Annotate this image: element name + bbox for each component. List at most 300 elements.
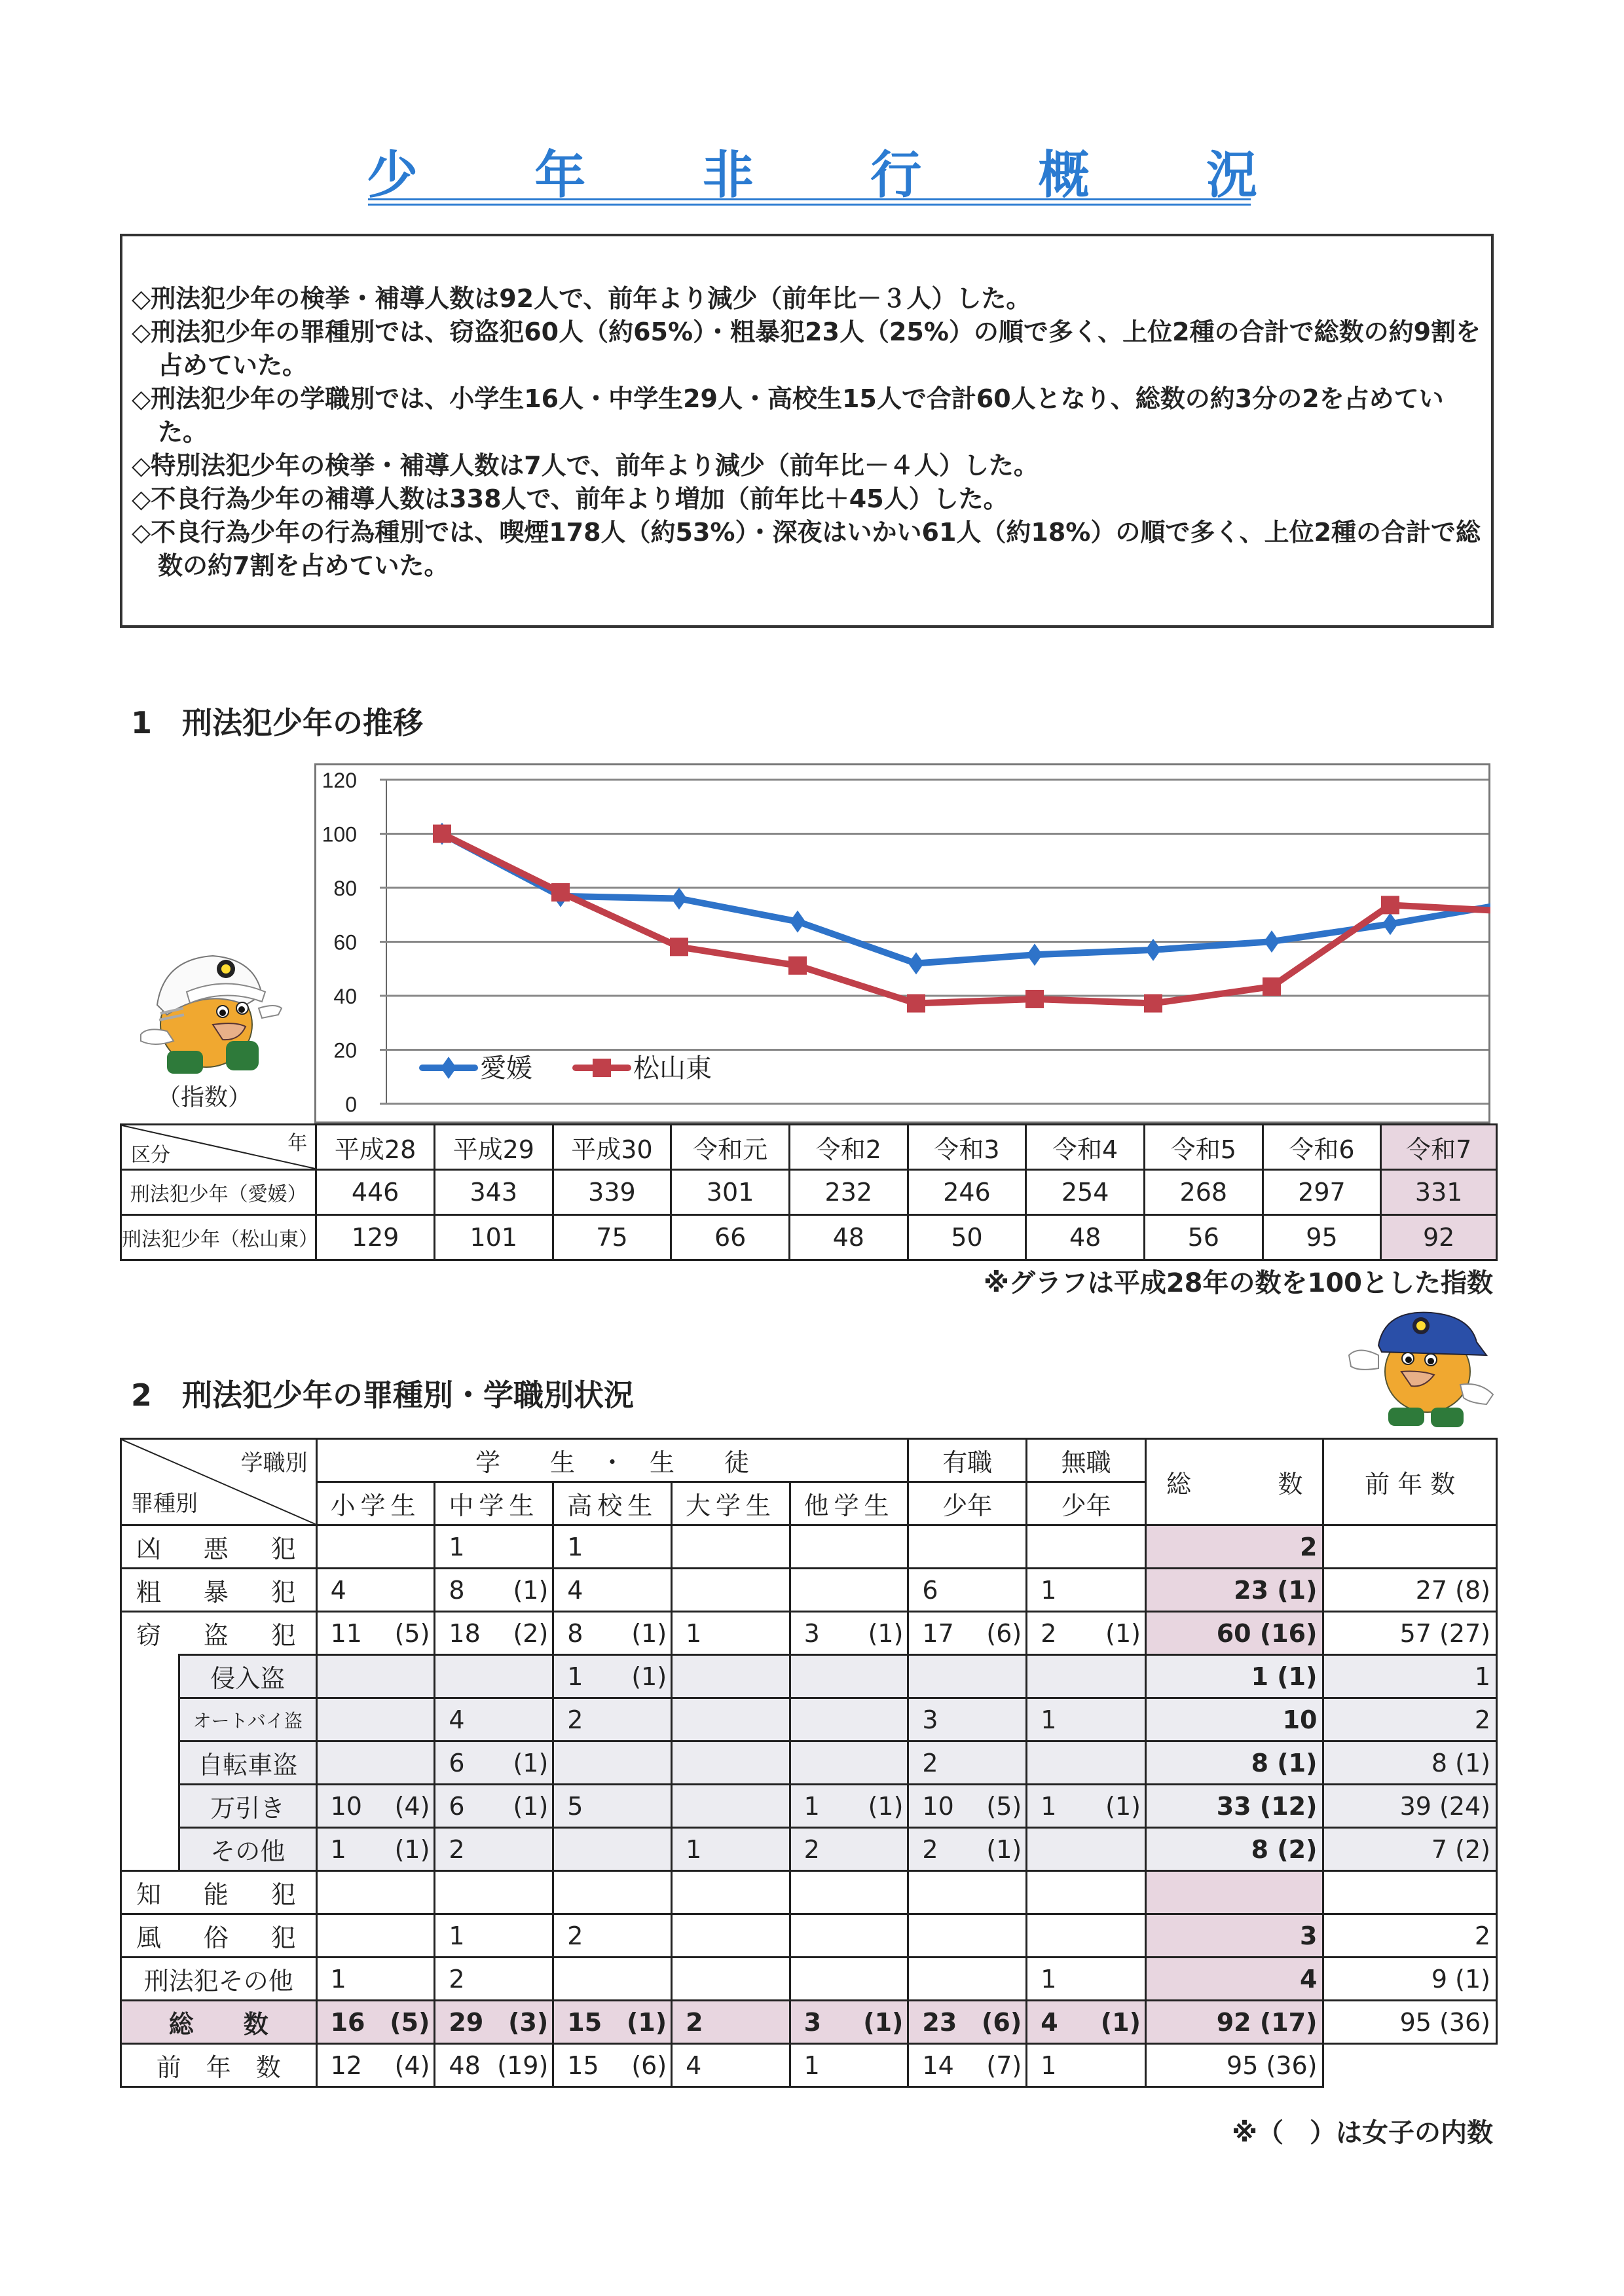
count: 12 — [330, 2050, 362, 2080]
prev-year-cell-value: 1 — [1474, 1662, 1490, 1691]
employed-header-top — [908, 1439, 1027, 1482]
prev-year-cell — [1323, 1525, 1497, 1569]
prev-year-cell-value: 2 — [1474, 1921, 1490, 1950]
table-cell: 129 — [316, 1215, 435, 1260]
year-header: 令和4 — [1026, 1125, 1145, 1170]
table-header-row — [121, 1125, 1497, 1170]
count: 18 — [449, 1618, 481, 1648]
table-cell — [790, 1958, 908, 2001]
juvenile-trend-table — [120, 1123, 1498, 1261]
year-header: 令和6 — [1263, 1125, 1381, 1170]
table-cell — [790, 1785, 908, 1828]
row-label-char: 風 — [136, 1923, 162, 1952]
row-label: オートバイ盗 — [179, 1698, 316, 1741]
table-cell — [790, 1525, 908, 1569]
female-count-note: ※（ ）は女子の内数 — [1232, 2118, 1493, 2148]
summary-item: ◇刑法犯少年の学職別では、小学生16人・中学生29人・高校生15人で合計60人となり、総数の約3分の2を占めていた。 — [132, 384, 1444, 446]
series-愛媛 — [434, 823, 1490, 975]
table-cell — [435, 1569, 553, 1612]
female-count: (1) — [513, 1575, 549, 1605]
table-cell — [553, 1525, 672, 1569]
total-cell-value: 8 (1) — [1251, 1748, 1318, 1777]
table-cell — [435, 1655, 553, 1698]
corner-occupation-label: 学職別 — [240, 1450, 308, 1476]
row-label — [121, 1871, 317, 1914]
table-cell — [435, 1612, 553, 1655]
table-cell: 95 — [1263, 1215, 1381, 1260]
count: 2 — [567, 1705, 583, 1734]
row-label-char: 暴 — [203, 1578, 229, 1607]
table-cell — [316, 1569, 435, 1612]
count: 1 — [449, 1532, 465, 1561]
row-label-char: 悪 — [203, 1535, 229, 1563]
corner-header — [121, 1439, 317, 1525]
prev-year-cell — [1323, 1914, 1497, 1958]
table-cell — [672, 1785, 790, 1828]
total-cell-value: 95 (36) — [1227, 2050, 1318, 2080]
row-label-char: 知 — [136, 1880, 162, 1909]
y-tick-label: 20 — [333, 1038, 357, 1063]
prev-year-cell — [1323, 1958, 1497, 2001]
prev-year-cell — [1323, 1698, 1497, 1741]
data-point — [908, 953, 924, 975]
female-count: (1) — [1105, 1618, 1141, 1648]
table-cell — [1027, 1525, 1146, 1569]
count: 8 — [567, 1618, 583, 1648]
data-point — [433, 825, 451, 843]
table-cell — [790, 1655, 908, 1698]
summary-item: ◇刑法犯少年の罪種別では、窃盗犯60人（約65%）・粗暴犯23人（25%）の順で多く、上位2種の合計で総数の約9割を占めていた。 — [132, 318, 1481, 380]
chart-legend — [422, 1053, 712, 1084]
year-header: 令和2 — [789, 1125, 908, 1170]
table-cell — [316, 1655, 435, 1698]
table-cell — [1027, 1569, 1146, 1612]
table-cell — [553, 1698, 672, 1741]
prev-year-cell — [1323, 1828, 1497, 1871]
year-header: 平成28 — [316, 1125, 435, 1170]
row-label: 自転車盗 — [179, 1741, 316, 1785]
row-label-char: 犯 — [270, 1535, 296, 1563]
row-label-char: 能 — [203, 1880, 229, 1909]
row-label: 前 年 数 — [121, 2044, 317, 2087]
table-cell — [553, 2044, 672, 2087]
empty-cell — [1323, 2044, 1497, 2087]
title-char: 行 — [870, 146, 922, 205]
count: 15 — [567, 2050, 599, 2080]
total-cell — [1145, 1785, 1323, 1828]
indent-spacer — [121, 1655, 179, 1698]
employed-label: 少年 — [942, 1491, 993, 1520]
summary-item: ◇特別法犯少年の検挙・補導人数は7人で、前年より減少（前年比－４人）した。 — [132, 451, 1039, 480]
corner-header — [121, 1125, 316, 1170]
page-title — [367, 146, 1257, 205]
count: 11 — [330, 1618, 362, 1648]
prev-year-cell — [1323, 2001, 1497, 2044]
table-cell — [908, 1525, 1027, 1569]
employed-header-bottom — [908, 1482, 1027, 1525]
total-cell — [1145, 1741, 1323, 1785]
table-cell: 101 — [434, 1215, 553, 1260]
table-cell: 48 — [1026, 1215, 1145, 1260]
table-cell — [553, 1958, 672, 2001]
count: 10 — [330, 1791, 362, 1821]
table-cell: 75 — [553, 1215, 671, 1260]
y-tick-label: 80 — [333, 877, 357, 900]
row-label-char: 粗 — [136, 1578, 162, 1607]
table-cell: 268 — [1144, 1170, 1263, 1215]
total-cell — [1145, 1569, 1323, 1612]
count: 15 — [567, 2007, 602, 2037]
year-header: 平成30 — [553, 1125, 671, 1170]
count: 1 — [1041, 1575, 1057, 1605]
table-cell — [790, 1914, 908, 1958]
row-label-char: 犯 — [270, 1880, 296, 1909]
total-cell-value: 4 — [1300, 1964, 1318, 1994]
count: 2 — [686, 2007, 703, 2037]
col-header: 中学生 — [435, 1482, 553, 1525]
table-cell — [672, 1914, 790, 1958]
count: 1 — [1041, 1964, 1057, 1994]
table-row — [121, 1958, 1497, 2001]
table-cell — [553, 1914, 672, 1958]
count: 10 — [922, 1791, 954, 1821]
table-cell — [672, 1525, 790, 1569]
table-row — [121, 1215, 1497, 1260]
count: 2 — [922, 1748, 938, 1777]
table-row — [121, 1612, 1497, 1655]
chart-series — [433, 823, 1490, 1013]
count: 1 — [567, 1532, 583, 1561]
count: 2 — [567, 1921, 583, 1950]
female-count: (6) — [982, 2007, 1022, 2037]
table-cell: 246 — [908, 1170, 1026, 1215]
table-cell — [1027, 1741, 1146, 1785]
total-cell-value: 60 (16) — [1216, 1618, 1318, 1648]
table-cell — [790, 1612, 908, 1655]
table-cell — [908, 1785, 1027, 1828]
year-header: 令和元 — [671, 1125, 790, 1170]
count: 3 — [803, 1618, 820, 1648]
row-label: その他 — [179, 1828, 316, 1871]
mascot-ehime-icon — [1339, 1306, 1503, 1427]
count: 17 — [922, 1618, 954, 1648]
table-header-row — [121, 1439, 1497, 1482]
count: 23 — [922, 2007, 957, 2037]
table-cell — [553, 1612, 672, 1655]
corner-year-label: 年 — [287, 1132, 308, 1155]
prev-year-cell-value: 27 (8) — [1415, 1575, 1490, 1605]
title-char: 概 — [1038, 146, 1090, 205]
data-point — [788, 957, 807, 975]
table-cell: 48 — [789, 1215, 908, 1260]
table-cell: 343 — [434, 1170, 553, 1215]
female-count: (1) — [626, 2007, 667, 2037]
corner-category-label: 区分 — [131, 1144, 170, 1167]
table-cell — [908, 1569, 1027, 1612]
year-header-current: 令和7 — [1381, 1125, 1497, 1170]
row-label-char: 犯 — [270, 1621, 296, 1650]
table-row — [121, 1871, 1497, 1914]
prev-year-header: 前 年 数 — [1323, 1439, 1497, 1525]
section-2-heading: 2 刑法犯少年の罪種別・学職別状況 — [131, 1377, 635, 1413]
female-count: (5) — [986, 1791, 1022, 1821]
prev-year-cell — [1323, 1612, 1497, 1655]
prev-year-cell — [1323, 1785, 1497, 1828]
table-cell — [908, 1698, 1027, 1741]
female-count: (1) — [868, 1618, 904, 1648]
col-header: 高校生 — [553, 1482, 672, 1525]
table-cell: 301 — [671, 1170, 790, 1215]
table-row — [121, 1914, 1497, 1958]
legend-label: 愛媛 — [480, 1053, 532, 1084]
table-cell — [1027, 2044, 1146, 2087]
row-label: 総 数 — [121, 2001, 317, 2044]
table-cell — [908, 1612, 1027, 1655]
table-row — [121, 1569, 1497, 1612]
female-count: (19) — [497, 2050, 549, 2080]
count: 1 — [330, 1964, 346, 1994]
row-label: 刑法犯少年（愛媛） — [121, 1170, 316, 1215]
data-point — [1264, 930, 1280, 953]
table-cell — [908, 1741, 1027, 1785]
table-cell — [672, 2044, 790, 2087]
female-count: (5) — [390, 2007, 430, 2037]
table-cell — [790, 1569, 908, 1612]
table-subrow — [121, 1828, 1497, 1871]
data-point — [1027, 943, 1043, 966]
count: 6 — [449, 1748, 465, 1777]
female-count: (2) — [513, 1618, 549, 1648]
table-cell: 232 — [789, 1170, 908, 1215]
table-cell — [553, 1871, 672, 1914]
total-cell — [1145, 1655, 1323, 1698]
table-subrow — [121, 1741, 1497, 1785]
count: 1 — [567, 1662, 583, 1691]
total-cell-value: 8 (2) — [1251, 1834, 1318, 1864]
table-cell — [435, 1871, 553, 1914]
row-label: 刑法犯少年（松山東） — [121, 1215, 316, 1260]
title-underline — [368, 198, 1251, 206]
student-group-header: 学 生 ・ 生 徒 — [316, 1439, 908, 1482]
row-label — [121, 1612, 317, 1655]
table-cell — [553, 1741, 672, 1785]
y-tick-label: 0 — [345, 1093, 357, 1116]
table-cell — [1027, 1655, 1146, 1698]
female-count: (5) — [394, 1618, 430, 1648]
unemployed-header-top — [1027, 1439, 1146, 1482]
table-cell — [435, 1828, 553, 1871]
table-cell — [435, 1525, 553, 1569]
data-point — [551, 883, 570, 902]
female-count: (1) — [868, 1791, 904, 1821]
count: 4 — [1041, 2007, 1058, 2037]
count: 48 — [449, 2050, 481, 2080]
table-cell — [790, 1698, 908, 1741]
prev-year-cell — [1323, 1655, 1497, 1698]
female-count: (1) — [631, 1618, 667, 1648]
table-cell — [316, 1871, 435, 1914]
table-cell — [435, 1698, 553, 1741]
count: 1 — [686, 1834, 702, 1864]
title-char: 少 — [367, 146, 418, 205]
female-count: (1) — [1100, 2007, 1141, 2037]
table-cell — [316, 1525, 435, 1569]
indent-spacer — [121, 1698, 179, 1741]
summary-item: ◇不良行為少年の補導人数は338人で、前年より増加（前年比＋45人）した。 — [132, 484, 1008, 513]
female-count: (3) — [508, 2007, 549, 2037]
corner-crime-label: 罪種別 — [131, 1491, 198, 1517]
prev-year-cell-value: 2 — [1474, 1705, 1490, 1734]
table-cell — [316, 1741, 435, 1785]
count: 2 — [449, 1834, 465, 1864]
summary-item: ◇刑法犯少年の検挙・補導人数は92人で、前年より減少（前年比－３人）した。 — [132, 284, 1031, 313]
data-point — [670, 938, 688, 956]
prev-year-cell-value: 7 (2) — [1431, 1834, 1490, 1864]
table-cell — [553, 2001, 672, 2044]
table-cell — [908, 2001, 1027, 2044]
table-row — [121, 1525, 1497, 1569]
y-tick-label: 120 — [322, 769, 357, 792]
count: 14 — [922, 2050, 954, 2080]
col-header: 大学生 — [672, 1482, 790, 1525]
data-point — [1025, 990, 1044, 1008]
table-subrow — [121, 1785, 1497, 1828]
count: 1 — [449, 1921, 465, 1950]
data-point — [790, 911, 805, 933]
table-cell — [1027, 1958, 1146, 2001]
total-cell — [1145, 1525, 1323, 1569]
table-cell — [316, 1612, 435, 1655]
count: 4 — [686, 2050, 702, 2080]
table-cell — [1027, 1828, 1146, 1871]
table-cell — [908, 1828, 1027, 1871]
table-cell: 66 — [671, 1215, 790, 1260]
total-cell — [1145, 1828, 1323, 1871]
chart-note: ※グラフは平成28年の数を100とした指数 — [983, 1268, 1493, 1298]
total-cell-value: 33 (12) — [1216, 1791, 1318, 1821]
table-subrow — [121, 1698, 1497, 1741]
female-count: (1) — [394, 1834, 430, 1864]
table-cell — [790, 2001, 908, 2044]
data-point — [1382, 913, 1398, 935]
total-cell — [1145, 1914, 1323, 1958]
female-count: (6) — [631, 2050, 667, 2080]
table-cell: 56 — [1144, 1215, 1263, 1260]
employed-label: 有職 — [942, 1448, 993, 1477]
count: 2 — [449, 1964, 465, 1994]
table-cell — [672, 1569, 790, 1612]
row-label: 万引き — [179, 1785, 316, 1828]
table-cell — [553, 1828, 672, 1871]
count: 4 — [330, 1575, 346, 1605]
table-cell — [790, 2044, 908, 2087]
female-count: (1) — [986, 1834, 1022, 1864]
table-subrow — [121, 1655, 1497, 1698]
prev-year-cell-value: 39 (24) — [1399, 1791, 1490, 1821]
total-cell-value: 23 (1) — [1234, 1575, 1318, 1605]
unemployed-label: 無職 — [1061, 1448, 1111, 1477]
prev-year-cell — [1323, 1569, 1497, 1612]
line-chart — [314, 763, 1490, 1123]
table-cell — [553, 1569, 672, 1612]
table-cell — [316, 1828, 435, 1871]
prev-year-cell-value: 8 (1) — [1431, 1748, 1490, 1777]
total-cell — [1145, 1871, 1323, 1914]
table-cell: 254 — [1026, 1170, 1145, 1215]
indent-spacer — [121, 1785, 179, 1828]
table-cell — [672, 1871, 790, 1914]
count: 1 — [1041, 1705, 1057, 1734]
unemployed-header-bottom — [1027, 1482, 1146, 1525]
legend-item — [576, 1053, 712, 1084]
table-cell — [1027, 1871, 1146, 1914]
summary-list — [132, 282, 1482, 583]
table-cell — [316, 1914, 435, 1958]
series-line — [442, 834, 1490, 1004]
title-char: 非 — [702, 146, 754, 205]
year-header: 令和5 — [1144, 1125, 1263, 1170]
data-point — [1144, 994, 1162, 1013]
table-cell — [672, 2001, 790, 2044]
count: 1 — [686, 1618, 702, 1648]
table-cell — [435, 2001, 553, 2044]
y-tick-label: 60 — [333, 930, 357, 955]
legend-item — [422, 1053, 532, 1084]
legend-label: 松山東 — [633, 1053, 712, 1084]
count: 1 — [803, 1791, 820, 1821]
female-count: (4) — [394, 2050, 430, 2080]
count: 2 — [1041, 1618, 1057, 1648]
table-cell — [316, 1785, 435, 1828]
total-header-char: 総 — [1166, 1470, 1191, 1499]
row-label — [121, 1914, 317, 1958]
data-point — [1381, 896, 1399, 914]
count: 1 — [1041, 1791, 1057, 1821]
total-cell-value: 2 — [1300, 1532, 1318, 1561]
table-cell — [672, 1828, 790, 1871]
total-cell — [1145, 1698, 1323, 1741]
table-cell — [435, 1741, 553, 1785]
row-label — [121, 1569, 317, 1612]
table-cell — [435, 1914, 553, 1958]
row-label: 侵入盗 — [179, 1655, 316, 1698]
table-cell-current: 331 — [1381, 1170, 1497, 1215]
year-header: 令和3 — [908, 1125, 1026, 1170]
total-header-char: 数 — [1278, 1470, 1303, 1499]
table-cell — [435, 2044, 553, 2087]
data-point — [671, 888, 687, 910]
prev-year-cell-value: 95 (36) — [1399, 2007, 1490, 2037]
table-cell — [553, 1655, 672, 1698]
unemployed-label: 少年 — [1061, 1491, 1111, 1520]
table-cell — [316, 1958, 435, 2001]
table-cell: 339 — [553, 1170, 671, 1215]
table-cell — [790, 1871, 908, 1914]
table-cell-current: 92 — [1381, 1215, 1497, 1260]
table-cell — [672, 1958, 790, 2001]
prev-year-row — [121, 2044, 1497, 2087]
year-header: 平成29 — [434, 1125, 553, 1170]
title-char: 年 — [534, 146, 586, 205]
row-label-char: 犯 — [270, 1578, 296, 1607]
table-cell — [1027, 2001, 1146, 2044]
table-cell — [908, 1871, 1027, 1914]
female-count: (1) — [863, 2007, 904, 2037]
total-cell — [1145, 2001, 1323, 2044]
table-cell — [1027, 1914, 1146, 1958]
count: 1 — [330, 1834, 346, 1864]
count: 3 — [803, 2007, 822, 2037]
